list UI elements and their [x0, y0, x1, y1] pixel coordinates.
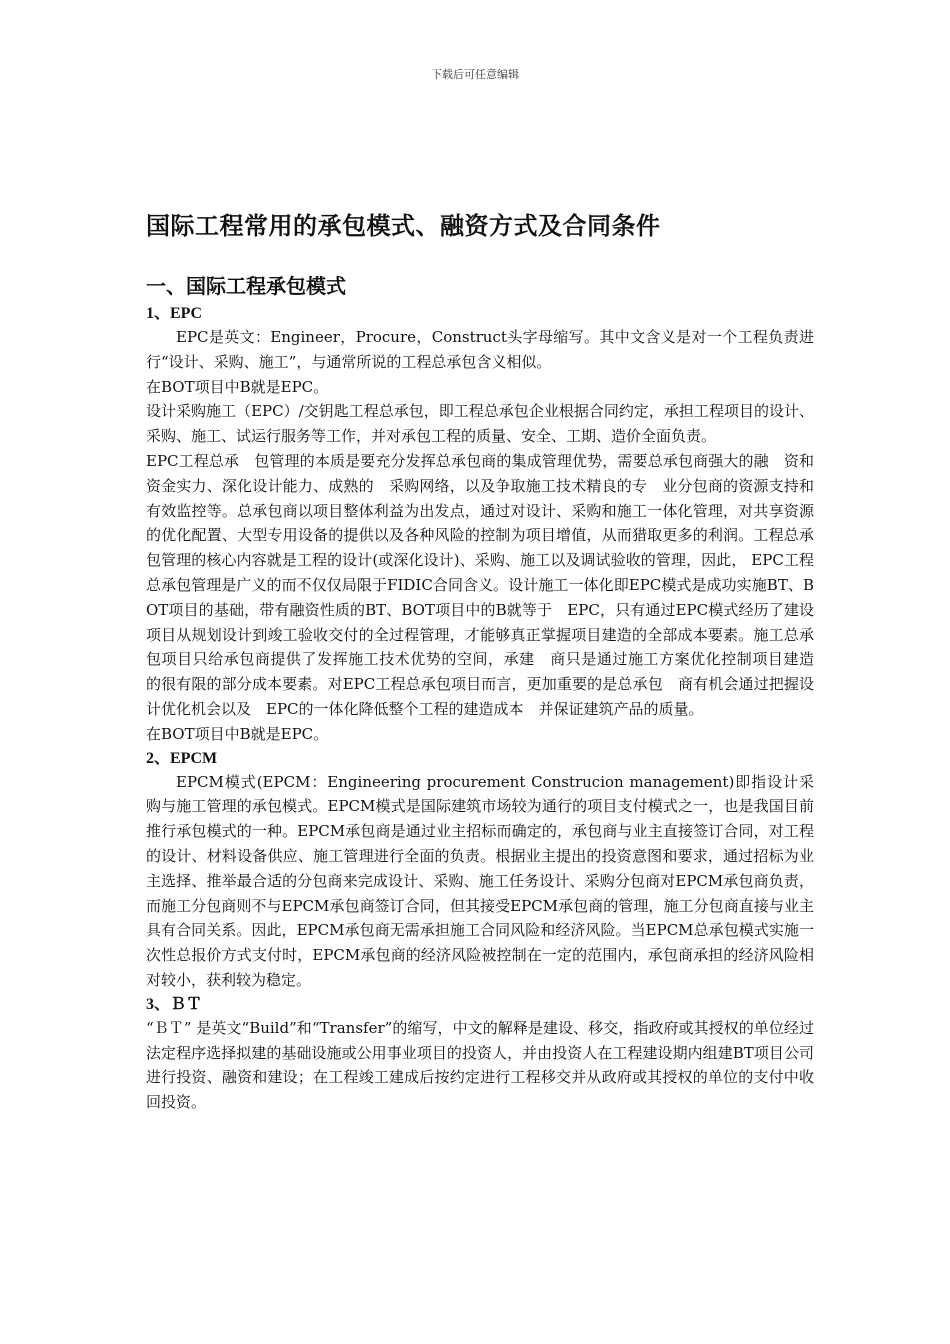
epc-paragraph-bot-note-repeat: 在BOT项目中B就是EPC。: [146, 724, 329, 743]
subheading-epc: 1、EPC: [146, 305, 203, 322]
epc-paragraph-definition: EPC是英文：Engineer，Procure，Construct头字母缩写。其中文含义是对一个工程负责进行“设计、采购、施工”，与通常所说的工程总承包含义相似。: [146, 328, 814, 371]
epc-paragraph-management: EPC工程总承 包管理的本质是要充分发挥总承包商的集成管理优势，需要总承包商强大的融 资和资金实力、深化设计能力、成熟的 采购网络，以及争取施工技术精良的专 业分包商的资源支持和有效监控等。总承包商以项目整体利益为出发点，通过对设计、采购和施工一体化管理，对共享资源的优化配置、大型专用设备的提供以及各种风险的控制为项目增值，从而猎取更多的利润。工程总承包管理的核心内容就是工程的设计(或深化设计)、采购、施工以及调试验收的管理，因此， EPC工程总承包管理是广义的而不仅仅局限于FIDIC合同含义。设计施工一体化即EPC模式是成功实施BT、BOT项目的基础，带有融资性质的BT、BOT项目中的B就等于 EPC，只有通过EPC模式经历了建设项目从规划设计到竣工验收交付的全过程管理，才能够真正掌握项目建造的全部成本要素。施工总承包项目只给承包商提供了发挥施工技术优势的空间，承建 商只是通过施工方案优化控制项目建造 的很有限的部分成本要素。对EPC工程总承包项目而言，更加重要的是总承包 商有机会通过把握设计优化机会以及 EPC的一体化降低整个工程的建造成本 并保证建筑产品的质量。: [146, 451, 830, 718]
epc-paragraph-turnkey: 设计采购施工（EPC）/交钥匙工程总承包，即工程总承包企业根据合同约定，承担工程项目的设计、采购、施工、试运行服务等工作，并对承包工程的质量、安全、工期、造价全面负责。: [146, 402, 814, 446]
epc-paragraph-bot-note: 在BOT项目中B就是EPC。: [146, 377, 329, 396]
subheading-epcm: 2、EPCM: [146, 749, 218, 767]
epcm-paragraph: EPCM模式(EPCM：Engineering procurement Construcion management)即指设计采购与施工管理的承包模式。EPCM模式是国际建筑市场较为通行的项目支付模式之一，也是我国目前推行承包模式的一种。EPCM承包商是通过业主招标而确定的，承包商与业主直接签订合同，对工程的设计、材料设备供应、施工管理进行全面的负责。根据业主提出的投资意图和要求，通过招标为业主选择、推举最合适的分包商来完成设计、采购、施工任务设计、采购分包商对EPCM承包商负责，而施工分包商则不与EPCM承包商签订合同，但其接受EPCM承包商的管理，施工分包商直接与业主具有合同关系。因此，EPCM承包商无需承担施工合同风险和经济风险。当EPCM总承包模式实施一次性总报价方式支付时，EPCM承包商的经济风险被控制在一定的范围内，承包商承担的经济风险相对较小，获利较为稳定。: [146, 772, 814, 989]
page-header-note: 下载后可任意编辑: [431, 68, 519, 81]
subheading-bt: 3、ＢＴ: [146, 995, 203, 1013]
section-heading-contracting-modes: 一、国际工程承包模式: [146, 274, 346, 298]
bt-paragraph: “ＢＴ” 是英文“Build”和“Transfer”的缩写，中文的解释是建设、移交，指政府或其授权的单位经过法定程序选择拟建的基础设施或公用事业项目的投资人，并由投资人在工程建设期内组建BT项目公司进行投资、融资和建设；在工程竣工建成后按约定进行工程移交并从政府或其授权的单位的支付中收回投资。: [146, 1018, 814, 1112]
document-body: [146, 270, 830, 1115]
document-title: 国际工程常用的承包模式、融资方式及合同条件: [146, 212, 661, 240]
